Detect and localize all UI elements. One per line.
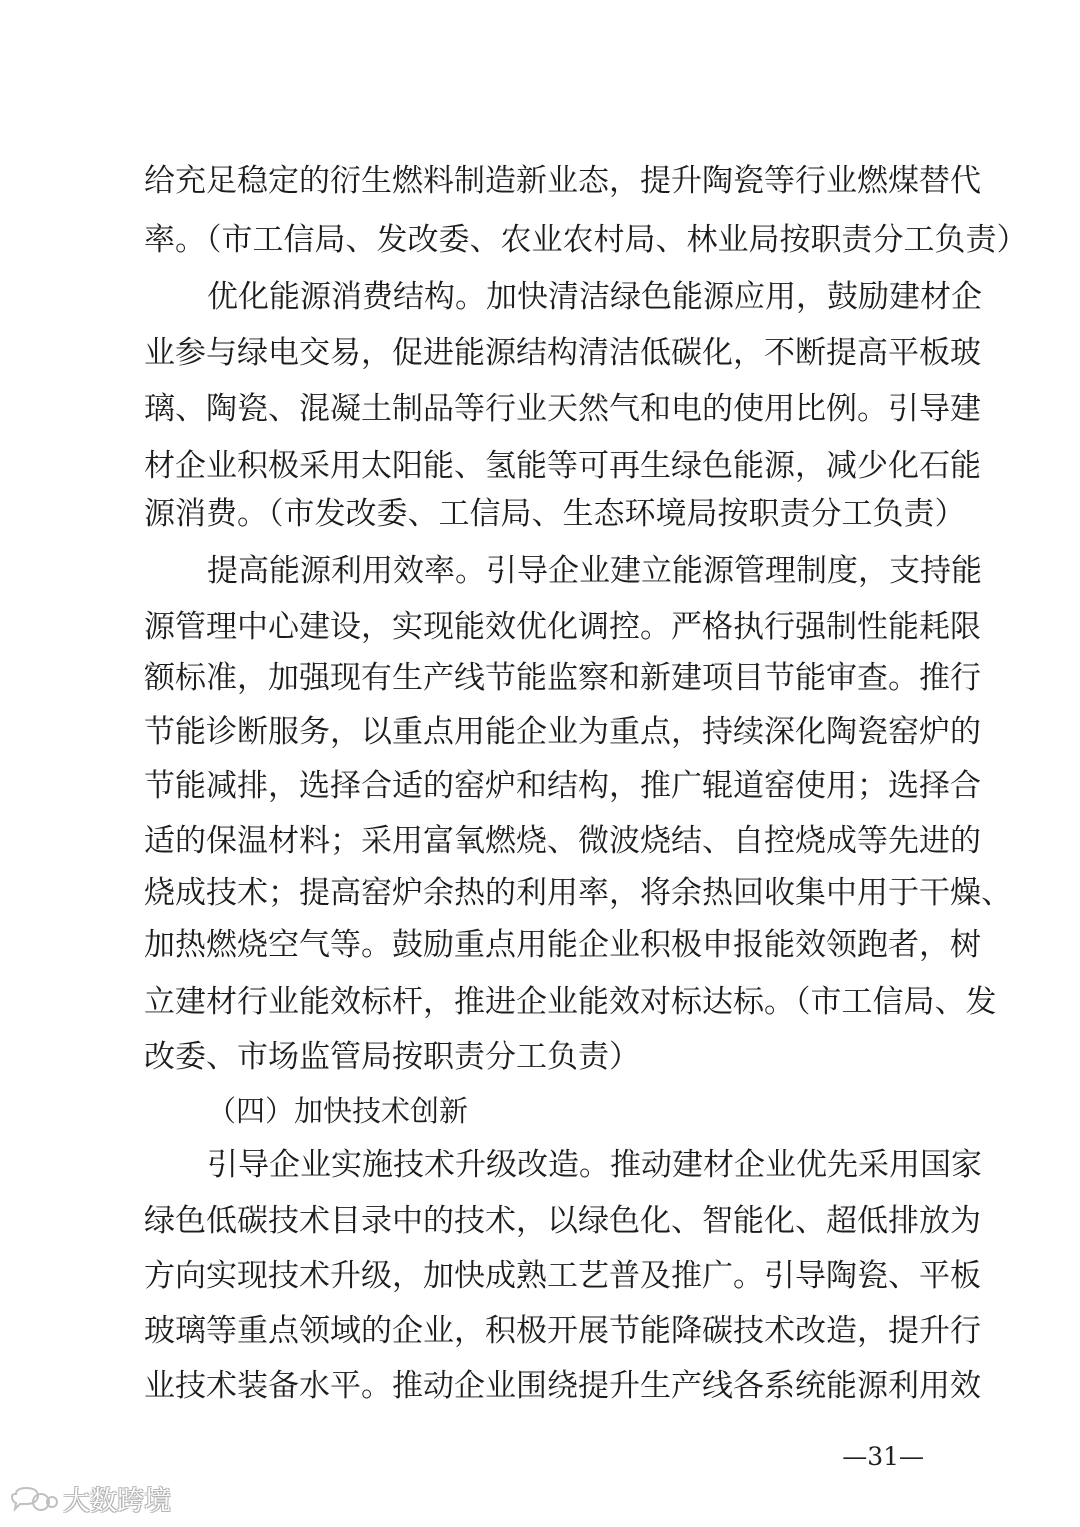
body-line: 业参与绿电交易，促进能源结构清洁低碳化，不断提高平板玻 xyxy=(144,335,981,371)
body-line: 业技术装备水平。推动企业围绕提升生产线各系统能源利用效 xyxy=(144,1368,981,1404)
page-number: —31— xyxy=(842,1442,924,1471)
body-line: 给充足稳定的衍生燃料制造新业态，提升陶瓷等行业燃煤替代 xyxy=(144,163,981,199)
body-line: 适的保温材料；采用富氧燃烧、微波烧结、自控烧成等先进的 xyxy=(144,823,981,859)
paragraph-first-line: 优化能源消费结构。加快清洁绿色能源应用，鼓励建材企 xyxy=(207,279,982,315)
section-heading: （四）加快技术创新 xyxy=(207,1094,469,1128)
body-line: 加热燃烧空气等。鼓励重点用能企业积极申报能效领跑者，树 xyxy=(144,927,981,963)
body-line: 额标准，加强现有生产线节能监察和新建项目节能审查。推行 xyxy=(144,660,981,696)
body-line: 方向实现技术升级，加快成熟工艺普及推广。引导陶瓷、平板 xyxy=(144,1258,981,1294)
body-line: 节能诊断服务，以重点用能企业为重点，持续深化陶瓷窑炉的 xyxy=(144,714,981,750)
body-line: 璃、陶瓷、混凝土制品等行业天然气和电的使用比例。引导建 xyxy=(144,391,981,427)
body-line: 改委、市场监管局按职责分工负责） xyxy=(144,1039,640,1075)
body-line: 源消费。（市发改委、工信局、生态环境局按职责分工负责） xyxy=(144,496,966,532)
watermark-text: 大数跨境 xyxy=(63,1486,171,1517)
body-line: 节能减排，选择合适的窑炉和结构，推广辊道窑使用；选择合 xyxy=(144,768,981,804)
body-line: 率。（市工信局、发改委、农业农村局、林业局按职责分工负责） xyxy=(144,222,1028,258)
chat-bubble-logo-icon xyxy=(8,1487,58,1517)
watermark xyxy=(8,1484,171,1520)
paragraph-first-line: 引导企业实施技术升级改造。推动建材企业优先采用国家 xyxy=(207,1147,982,1183)
body-line: 玻璃等重点领域的企业，积极开展节能降碳技术改造，提升行 xyxy=(144,1313,981,1349)
paragraph-first-line: 提高能源利用效率。引导企业建立能源管理制度，支持能 xyxy=(207,553,982,589)
body-line: 源管理中心建设，实现能效优化调控。严格执行强制性能耗限 xyxy=(144,609,981,645)
body-line: 烧成技术；提高窑炉余热的利用率，将余热回收集中用于干燥、 xyxy=(144,875,1012,911)
body-line: 绿色低碳技术目录中的技术，以绿色化、智能化、超低排放为 xyxy=(144,1203,981,1239)
body-line: 立建材行业能效标杆，推进企业能效对标达标。（市工信局、发 xyxy=(144,984,997,1020)
body-line: 材企业积极采用太阳能、氢能等可再生绿色能源，减少化石能 xyxy=(144,448,981,484)
